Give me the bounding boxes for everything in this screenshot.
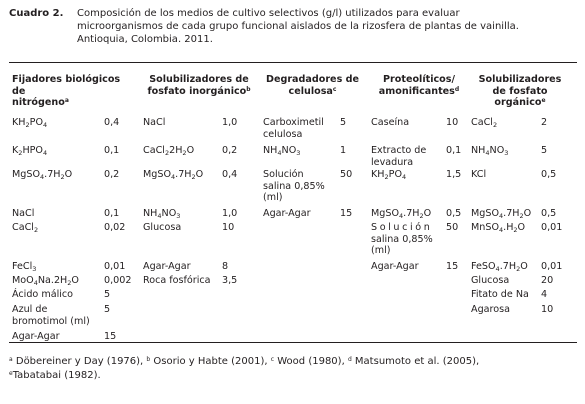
table-cell: Azul de bromotimol (ml): [12, 304, 90, 327]
table-cell: Extracto de levadura: [371, 145, 427, 168]
caption-line: Composición de los medios de cultivo selectivos (g/l) utilizados para evaluar: [77, 8, 460, 19]
table-cell: $MgSO_4.7H_2O$: [143, 169, 204, 181]
footnote-marker: b: [146, 356, 151, 363]
table-cell: 0,002: [104, 275, 132, 286]
table-cell: $CaCl_22H_2O$: [143, 145, 195, 157]
table-cell: 2: [541, 117, 548, 128]
footnote-text: Matsumoto et al. (2005),: [351, 356, 480, 367]
table-cell: 50: [340, 169, 353, 180]
table-cell: $MnSO_4.H_2O$: [471, 222, 526, 234]
table-footnote: [9, 355, 574, 383]
table-bottom-rule: [9, 342, 577, 343]
table-cell: 0,2: [104, 169, 120, 180]
table-cell: 1,5: [446, 169, 462, 180]
table-cell: 20: [541, 275, 554, 286]
table-cell: $NH_4NO_3$: [143, 208, 181, 220]
table-cell: CaCl$_2$: [12, 222, 39, 234]
footnote-marker: d: [347, 356, 352, 363]
table-cell: 0,4: [104, 117, 120, 128]
table-cell: 0,2: [222, 145, 238, 156]
table-cell: $NH_4NO_3$: [263, 145, 301, 157]
table-cell: 8: [222, 261, 229, 272]
table-cell: 4: [541, 289, 548, 300]
table-cell: 0,5: [541, 169, 557, 180]
header-fijadores: Fijadores biológicos de nitrógeno$^a$: [12, 74, 121, 108]
table-cell: 0,1: [104, 145, 120, 156]
table-cell: 3,5: [222, 275, 238, 286]
table-cell: Agar-Agar: [143, 261, 191, 272]
footnote-text: Döbereiner y Day (1976),: [12, 356, 147, 367]
table-cell: $FeSO_4.7H_2O$: [471, 261, 528, 273]
caption-label: Cuadro 2.: [9, 8, 64, 19]
table-cell: $KH_2PO_4$: [371, 169, 407, 181]
caption-line: microorganismos de cada grupo funcional aislados de la rizosfera de plantas de vainilla.: [77, 21, 519, 32]
table-cell: 5: [104, 304, 111, 315]
table-cell: $K_2HPO_4$: [12, 145, 48, 157]
footnote-marker: e: [9, 370, 13, 377]
table-cell: Caseína: [371, 117, 410, 128]
table-cell: 50: [446, 222, 459, 233]
table-cell: 10: [541, 304, 554, 315]
table-cell: 0,5: [446, 208, 462, 219]
table-cell: $MgSO_4.7H_2O$: [371, 208, 432, 220]
table-cell: 1,0: [222, 208, 238, 219]
table-cell: $MgSO_4.7H_2O$: [471, 208, 532, 220]
table-cell: 1,0: [222, 117, 238, 128]
header-degradadores: Degradadores de celulosa$^c$: [265, 74, 359, 97]
table-cell: 0,1: [104, 208, 120, 219]
table-cell: 0,01: [104, 261, 126, 272]
table-cell: 5: [104, 289, 111, 300]
table-cell: Glucosa: [143, 222, 182, 233]
table-cell: 5: [541, 145, 548, 156]
table-cell: Roca fosfórica: [143, 275, 211, 286]
table-cell: 15: [340, 208, 353, 219]
table-cell: KCl: [471, 169, 487, 180]
table-cell: 15: [446, 261, 459, 272]
table-cell: 0,02: [104, 222, 126, 233]
table-cell: 10: [446, 117, 459, 128]
footnote-text: Tabatabai (1982).: [12, 370, 101, 381]
table-cell: 5: [340, 117, 347, 128]
caption-line: Antioquia, Colombia. 2011.: [77, 34, 213, 45]
table-cell: Agarosa: [471, 304, 511, 315]
table-cell: NaCl: [143, 117, 166, 128]
footnote-text: Wood (1980),: [274, 356, 348, 367]
table-cell: $MoO_4Na.2H_2O$: [12, 275, 79, 287]
table-cell: 0,01: [541, 222, 563, 233]
table-cell: NaCl: [12, 208, 35, 219]
table-cell: FeCl$_3$: [12, 261, 37, 273]
table-cell: CaCl$_2$: [471, 117, 498, 129]
table-cell: Solución salina 0,85% (ml): [371, 222, 433, 256]
table-cell: Agar-Agar: [12, 331, 60, 342]
table-cell: $NH_4NO_3$: [471, 145, 509, 157]
footnote-marker: c: [270, 356, 275, 363]
header-solubilizadores-inorganico: Solubilizadores de fosfato inorgánico$^b$: [147, 74, 251, 97]
table-cell: $KH_2PO_4$: [12, 117, 48, 129]
table-cell: 15: [104, 331, 117, 342]
table-cell: Glucosa: [471, 275, 510, 286]
table-cell: 0,4: [222, 169, 238, 180]
footnote-text: Osorio y Habte (2001),: [150, 356, 271, 367]
header-solubilizadores-organico: Solubilizadores de fosfato orgánico$^e$: [478, 74, 562, 108]
footnote-marker: a: [9, 356, 13, 363]
table-cell: Fitato de Na: [471, 289, 529, 300]
table-cell: Ácido málico: [12, 289, 74, 300]
table-cell: 10: [222, 222, 235, 233]
table-cell: Agar-Agar: [263, 208, 311, 219]
table-cell: 0,5: [541, 208, 557, 219]
table-cell: Agar-Agar: [371, 261, 419, 272]
header-proteoliticos: Proteolíticos/ amonificantes$^d$: [378, 74, 460, 97]
table-cell: 0,1: [446, 145, 462, 156]
table-top-rule: [9, 62, 577, 63]
table-cell: Carboximetil celulosa: [263, 117, 324, 140]
table-cell: 0,01: [541, 261, 563, 272]
table-cell: $MgSO_4.7H_2O$: [12, 169, 73, 181]
table-cell: Solución salina 0,85% (ml): [263, 169, 325, 203]
table-cell: 1: [340, 145, 347, 156]
